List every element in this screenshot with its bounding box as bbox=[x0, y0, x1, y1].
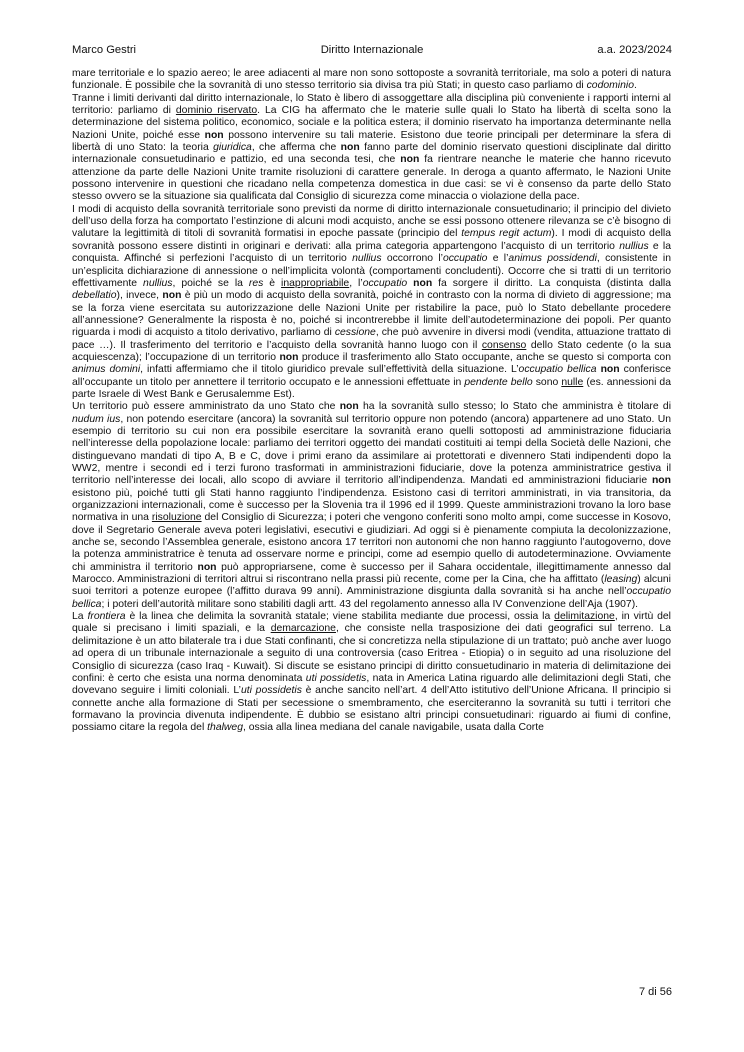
paragraph-frontiera bbox=[72, 611, 671, 734]
header-academic-year: a.a. 2023/2024 bbox=[597, 44, 672, 56]
text-run: Un territorio può essere amministrato da uno Stato che bbox=[72, 401, 340, 413]
paragraph-codominio bbox=[72, 68, 671, 93]
bold-term: non bbox=[600, 364, 620, 376]
underlined-term: inappropriabile bbox=[281, 277, 350, 289]
page-number: 7 di 56 bbox=[638, 986, 672, 998]
italic-term: cessione bbox=[334, 327, 376, 339]
text-run: mare territoriale e lo spazio aereo; le aree adiacenti al mare non sono sottoposte a sovranità territoriale, ma solo a poteri di natura funzionale. È possibile che la sovranità di uno stesso territorio sia divisa tra più Stati; in questo caso parliamo di bbox=[72, 68, 671, 92]
bold-term: non bbox=[339, 401, 359, 413]
text-run: esistono più, poiché tutti gli Stati hanno raggiunto l’indipendenza. Esistono casi di territori amministrati, in via transitoria, da organizzazioni internazionali, come è successo per la Slovenia tra il 1996 ed il 1999. Queste amministrazioni trovano la loro base normativa in una bbox=[72, 487, 671, 524]
text-run: ha la sovranità sullo stesso; lo Stato che amministra è titolare di bbox=[358, 401, 672, 413]
text-run: , in virtù del quale si precisano i limiti spaziali, e la bbox=[72, 611, 671, 635]
italic-term: animus domini bbox=[72, 364, 141, 376]
italic-term: occupatio bbox=[362, 277, 408, 289]
text-run: è bbox=[263, 277, 282, 289]
italic-term: animus possidendi bbox=[508, 253, 597, 265]
italic-term: nullius bbox=[143, 277, 173, 289]
text-run: produce il trasferimento allo Stato occupante, anche se questo si comporta con bbox=[298, 351, 671, 363]
text-run: Tranne i limiti derivanti dal diritto internazionale, lo Stato è libero di assoggettare alla disciplina più conveniente i rapporti interni al territorio: parliamo di bbox=[72, 92, 671, 117]
italic-term: pendente bello bbox=[464, 376, 533, 388]
text-run: è più un modo di acquisto della sovranità, poiché in contrasto con la norma di divieto di aggressione; ma se la forza viene esercitata su autorizzazione delle Nazioni Unite per ristabilire la pace, può lo Stato debellante procedere all’annessione? Generalmente la risposta è no, poiché si incontrerebbe il limite dell’autodeterminazione dei popoli. Per quanto riguarda i modi di acquisto a titolo derivativo, parliamo di bbox=[72, 290, 671, 339]
text-run: , ossia alla linea mediana del canale navigabile, usata dalla Corte bbox=[242, 722, 544, 734]
bold-term: non bbox=[162, 290, 182, 302]
text-run: , non potendo esercitare (ancora) la sovranità sul territorio oppure non potendo (ancora) appartenere ad uno Stato. Un esempio di territorio su cui non era possibile esercitare la sovranità erano quelli sottoposti ad amministrazione fiduciaria nell’interesse della popolazione locale: parliamo dei territori oggetto dei mandati costituiti ai tempi della Società delle Nazioni, che distinguevano mandati di tipo A, B e C, dove i primi erano da assimilare ai protettorati e divennero Stati indipendenti dopo la WW2, mentre i secondi ed i terzi furono trasformati in amministrazioni fiduciarie, dove la potenza amministratrice gestiva il territorio nell’interesse dei locali, allo scopo di avviare il territorio all’indipendenza. Mandati ed amministrazioni fiduciarie bbox=[72, 413, 671, 487]
bold-term: non bbox=[204, 129, 224, 141]
italic-term: nullius bbox=[352, 253, 382, 265]
text-run: I modi di acquisto della sovranità territoriale sono previsti da norme di diritto internazionale consuetudinario; il principio del divieto dell’uso della forza ha comportato l’estinzione di alcuni modi acquisto, anche se essi possono ottenere rilevanza se c’è bisogno di valutare la legittimità di titoli di sovranità formatisi in epoche passate (principio del bbox=[72, 203, 671, 240]
page-header bbox=[72, 42, 672, 58]
header-author: Marco Gestri bbox=[72, 44, 137, 56]
underlined-term: risoluzione bbox=[151, 512, 202, 524]
paragraph-dominio-riservato bbox=[72, 93, 671, 204]
text-run: occorrono l’ bbox=[381, 253, 443, 265]
text-run: . bbox=[633, 80, 637, 92]
text-run: fa sorgere il diritto. La conquista (distinta dalla bbox=[432, 277, 672, 289]
italic-term: occupatio bellica bbox=[518, 364, 597, 376]
paragraph-territori-amministrati bbox=[72, 401, 671, 611]
bold-term: non bbox=[340, 142, 360, 154]
document-body bbox=[72, 68, 671, 735]
italic-term: nudum ius bbox=[72, 413, 121, 425]
italic-term: tempus regit actum bbox=[461, 228, 552, 240]
header-course: Diritto Internazionale bbox=[320, 44, 424, 56]
underlined-term: consenso bbox=[481, 339, 527, 351]
text-run: , nata in America Latina riguardo alle delimitazioni degli Stati, che dovevano seguire i limiti coloniali. L’ bbox=[72, 672, 672, 697]
underlined-term: delimitazione bbox=[554, 611, 615, 623]
underlined-term: dominio riservato bbox=[175, 105, 258, 117]
bold-term: non bbox=[651, 475, 671, 487]
italic-term: debellatio bbox=[72, 290, 117, 302]
text-run: sono bbox=[532, 376, 562, 388]
text-run: è anche sancito nell’art. 4 dell’Atto istitutivo dell’Unione Africana. Il principio si connette anche alla formazione di Stati per secessione o smembramento, che eserciteranno la sovranità su tutti i territori che formavano la provincia divenuta indipendente. È dubbio se esistano altri principi consuetudinari: riguardo ai fiumi di confine, possiamo citare la regola del bbox=[72, 685, 671, 734]
italic-term: frontiera bbox=[87, 611, 126, 623]
text-run: . La CIG ha affermato che le materie sulle quali lo Stato ha libertà di scelta sono la determinazione del sistema politico, economico, sociale e la politica estera; il dominio riservato ha importanza determinante nella Nazioni Unite, poiché esse bbox=[72, 105, 672, 141]
paragraph-modi-di-acquisto bbox=[72, 204, 671, 402]
text-run: , che afferma che bbox=[251, 142, 341, 154]
text-run: ), invece, bbox=[116, 290, 163, 302]
text-run: fanno parte del dominio riservato questioni disciplinate dal diritto internazionale consuetudinario e pattizio, ed una seconda tesi, che bbox=[72, 142, 671, 166]
italic-term: res bbox=[248, 277, 264, 289]
italic-term: uti possidetis bbox=[305, 672, 367, 684]
text-run: La bbox=[72, 611, 88, 623]
bold-term: non bbox=[400, 154, 420, 166]
text-run: , l’ bbox=[349, 277, 363, 289]
italic-term: nullius bbox=[619, 240, 649, 252]
text-run: fa rientrare neanche le materie che hanno ricevuto attenzione da parte delle Nazioni Unite tramite risoluzioni di carattere generale. In deroga a quanto affermato, le Nazioni Unite possono intervenire in questioni che ricadano nella competenza domestica in due casi: se vi è consenso da parte dello Stato stesso ovvero se la situazione sia qualificata dal Consiglio di sicurezza come minaccia o violazione della pace. bbox=[72, 154, 671, 203]
text-run: e l’ bbox=[487, 253, 509, 265]
bold-term: non bbox=[413, 277, 433, 289]
italic-term: occupatio bbox=[442, 253, 488, 265]
text-run: possono intervenire su tali materie. Esistono due teorie principali per determinare la sfera di libertà di uno Stato: la teoria bbox=[72, 129, 671, 154]
text-run: , poiché se la bbox=[172, 277, 249, 289]
underlined-term: nulle bbox=[561, 376, 584, 388]
bold-term: non bbox=[279, 351, 299, 363]
text-run: e la conquista. Affinché si perfezioni l’acquisto di un territorio bbox=[72, 240, 671, 265]
text-run: , che può avvenire in diversi modi (vendita, attuazione trattato di pace …). Il trasferimento del territorio e l’acquisto della sovranità hanno luogo con il bbox=[72, 327, 671, 351]
text-run: conferisce all’occupante un titolo per annettere il territorio occupato e le annessioni effettuate in bbox=[72, 364, 672, 388]
italic-term: codominio bbox=[586, 80, 634, 92]
text-run: ; i poteri dell’autorità militare sono stabiliti dagli artt. 43 del regolamento annesso alla IV Convenzione dell’Aja (1907). bbox=[101, 598, 639, 610]
italic-term: leasing bbox=[604, 574, 638, 586]
italic-term: uti possidetis bbox=[240, 685, 302, 697]
text-run: , infatti affermiamo che il titolo giuridico prevale sull’effettività della situazione. L’ bbox=[140, 364, 519, 376]
text-run: , che consiste nella trasposizione dei dati geografici sul terreno. La delimitazione è un atto bilaterale tra i due Stati confinanti, che si concretizza nella stipulazione di un trattato; può anche aver luogo ad opera di un tribunale internazionale a seguito di una controversia (caso Eritrea - Etiopia) o in seguito ad una risoluzione del Consiglio di sicurezza (caso Iraq - Kuwait). Si discute se esistano principi di diritto consuetudinario in materia di delimitazione dei confini: è certo che esista una norma denominata bbox=[72, 623, 671, 684]
text-run: ). I modi di acquisto della sovranità possono essere distinti in originari e derivati: alla prima categoria appartengono l’acquisto di un territorio bbox=[72, 228, 671, 252]
text-run: del Consiglio di Sicurezza; i poteri che vengono conferiti sono molto ampi, come successe in Kosovo, dove il Segretario Generale aveva poteri legislativi, esecutivi e giudiziari. Ad oggi si è pienamente compiuta la decolonizzazione, anche se, secondo l’Assemblea generale, esistono ancora 17 territori non autonomi che non hanno raggiunto l’autogoverno, dove la potenza amministratrice è tenuta ad osservare norme e principi, come ad esempio quello di autodeterminazione. Ovviamente chi amministra il territorio bbox=[72, 512, 671, 573]
text-run: , consistente in un’esplicita dichiarazione di annessione o nell’implicita volontà (comportamenti concludenti). Occorre che si tratti di un territorio effettivamente bbox=[72, 253, 672, 289]
text-run: può appropriarsene, come è successo per il Sahara occidentale, illegittimamente annesso dal Marocco. Amministrazioni di territori altrui si riscontrano nella prassi più recente, come per la Cina, che ha affittato ( bbox=[72, 561, 671, 586]
text-run: è la linea che delimita la sovranità statale; viene stabilita mediante due processi, ossia la bbox=[125, 611, 555, 623]
underlined-term: demarcazione bbox=[270, 623, 336, 635]
italic-term: occupatio bellica bbox=[72, 586, 671, 610]
italic-term: thalweg bbox=[207, 722, 243, 734]
text-run: (es. annessioni da parte Israele di West Bank e Gerusalemme Est). bbox=[72, 376, 671, 400]
bold-term: non bbox=[197, 561, 217, 573]
text-run: ) alcuni suoi territori a potenze europee (l’affitto durava 99 anni). Amministrazione disgiunta dalla sovranità si ha anche nell’ bbox=[72, 574, 671, 598]
text-run: dello Stato cedente (o la sua acquiescenza); l’occupazione di un territorio bbox=[72, 339, 671, 363]
italic-term: giuridica bbox=[213, 142, 252, 154]
